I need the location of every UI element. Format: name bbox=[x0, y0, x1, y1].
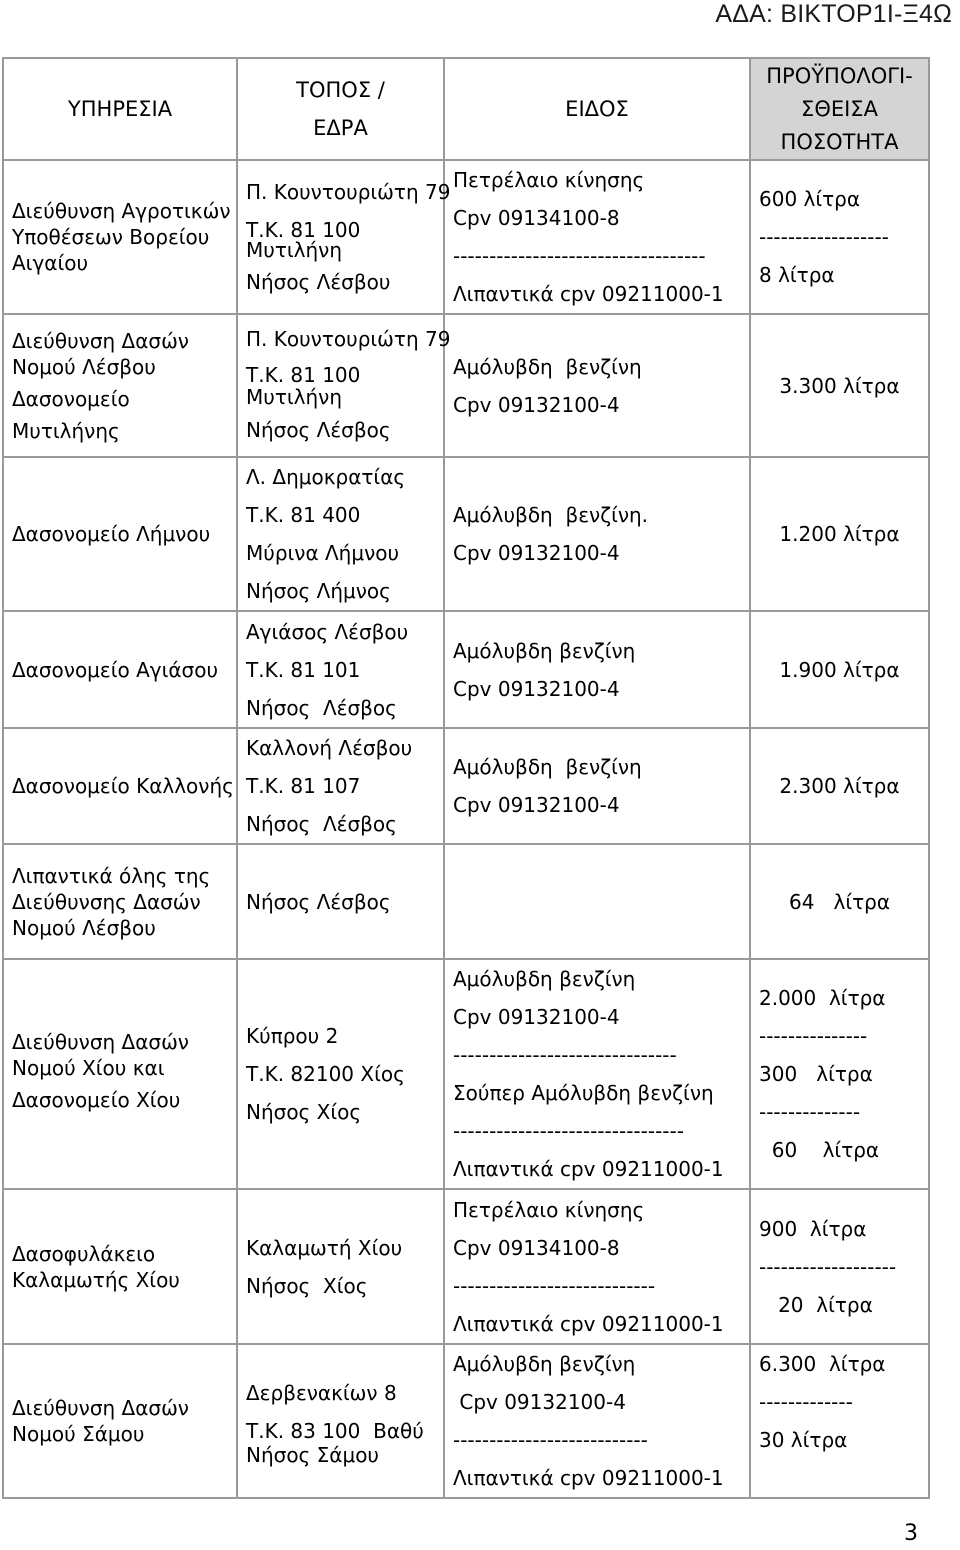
quantity-cell bbox=[750, 457, 929, 611]
quantity-line: 600 λίτρα bbox=[759, 187, 861, 211]
place-line: Αγιάσος Λέσβου bbox=[246, 619, 409, 644]
place-line: Τ.Κ. 81 107 bbox=[246, 774, 361, 798]
table-row bbox=[3, 1344, 929, 1498]
service-line: Διεύθυνση Αγροτικών bbox=[12, 199, 231, 223]
quantity-line: 6.300 λίτρα bbox=[759, 1352, 886, 1376]
item-line: Cpv 09132100-4 bbox=[453, 1390, 626, 1414]
item-line: Αμόλυβδη βενζίνη. bbox=[453, 503, 649, 527]
header-quantity-line: ΠΡΟΫΠΟΛΟΓΙ- bbox=[766, 63, 913, 88]
place-line: Νήσος Λέσβος bbox=[246, 889, 391, 914]
item-line: Cpv 09134100-8 bbox=[453, 1235, 620, 1260]
service-line: Διεύθυνση Δασών bbox=[12, 328, 189, 353]
quantity-line: 20 λίτρα bbox=[759, 1292, 873, 1317]
quantity-line: 8 λίτρα bbox=[759, 263, 835, 287]
document-id: ΑΔΑ: ΒΙΚΤΟΡ1Ι-Ξ4Ω bbox=[715, 0, 952, 28]
service-cell bbox=[3, 160, 237, 314]
quantity-cell bbox=[750, 314, 929, 457]
place-line: Νήσος Λέσβου bbox=[246, 270, 391, 294]
place-cell bbox=[237, 457, 444, 611]
item-line: ----------------------------------- bbox=[453, 244, 706, 268]
service-line: Δασοφυλάκειο bbox=[12, 1241, 156, 1266]
item-line: Αμόλυβδη βενζίνη bbox=[453, 638, 636, 663]
place-line: Μύρινα Λήμνου bbox=[246, 541, 400, 565]
header-quantity bbox=[750, 58, 929, 160]
service-line: Διεύθυνση Δασών bbox=[12, 1030, 189, 1054]
quantity-line: --------------- bbox=[759, 1024, 868, 1048]
item-line: Cpv 09134100-8 bbox=[453, 206, 620, 230]
table-row bbox=[3, 457, 929, 611]
place-line: Καλλονή Λέσβου bbox=[246, 736, 413, 760]
item-line: Cpv 09132100-4 bbox=[453, 541, 620, 565]
item-line: Σούπερ Αμόλυβδη βενζίνη bbox=[453, 1081, 714, 1105]
service-line: Διεύθυνση Δασών bbox=[12, 1396, 189, 1420]
place-cell bbox=[237, 728, 444, 844]
service-cell bbox=[3, 1344, 237, 1498]
service-line: Δασονομείο Καλλονής bbox=[12, 774, 234, 798]
item-line: Αμόλυβδη βενζίνη bbox=[453, 1352, 636, 1376]
service-cell bbox=[3, 959, 237, 1189]
place-line: Τ.Κ. 82100 Χίος bbox=[246, 1062, 405, 1086]
item-cell bbox=[444, 314, 750, 457]
item-cell bbox=[444, 160, 750, 314]
service-line: Καλαμωτής Χίου bbox=[12, 1267, 180, 1292]
place-line: Κύπρου 2 bbox=[246, 1024, 339, 1048]
place-line: Λ. Δημοκρατίας bbox=[246, 465, 406, 489]
service-cell bbox=[3, 728, 237, 844]
quantity-cell bbox=[750, 728, 929, 844]
quantity-line: 64 λίτρα bbox=[788, 889, 891, 914]
item-line: Cpv 09132100-4 bbox=[453, 676, 620, 701]
place-line: Νήσος Λέσβος bbox=[246, 812, 397, 836]
place-line: Νήσος Λέσβος bbox=[246, 417, 391, 442]
item-line: Πετρέλαιο κίνησης bbox=[453, 168, 645, 192]
quantity-line: ------------------- bbox=[759, 1254, 897, 1279]
item-line: ------------------------------- bbox=[453, 1043, 677, 1067]
page-number: 3 bbox=[904, 1521, 918, 1546]
header-item: ΕΙΔΟΣ bbox=[444, 58, 750, 160]
place-line: Μυτιλήνη bbox=[246, 238, 342, 262]
header-service: ΥΠΗΡΕΣΙΑ bbox=[3, 58, 237, 160]
place-cell bbox=[237, 1344, 444, 1498]
service-cell bbox=[3, 611, 237, 728]
quantity-cell bbox=[750, 1344, 929, 1498]
table-row bbox=[3, 844, 929, 959]
quantity-cell bbox=[750, 1189, 929, 1344]
table-row bbox=[3, 959, 929, 1189]
place-cell bbox=[237, 160, 451, 314]
quantity-cell bbox=[750, 611, 929, 728]
quantity-line: 3.300 λίτρα bbox=[779, 373, 900, 398]
item-line: Αμόλυβδη βενζίνη bbox=[453, 354, 642, 379]
place-line: Καλαμωτή Χίου bbox=[246, 1235, 403, 1260]
header-place-line: ΤΟΠΟΣ / bbox=[296, 78, 385, 102]
quantity-line: 1.900 λίτρα bbox=[779, 657, 900, 682]
item-cell bbox=[444, 728, 750, 844]
service-line: Λιπαντικά όλης της bbox=[12, 863, 211, 888]
service-line: Διεύθυνσης Δασών bbox=[12, 889, 201, 914]
service-cell bbox=[3, 314, 237, 457]
service-line: Δασονομείο bbox=[12, 386, 130, 411]
item-line: Λιπαντικά cpv 09211000-1 bbox=[453, 1157, 724, 1181]
table-row bbox=[3, 611, 929, 728]
item-line: Αμόλυβδη βενζίνη bbox=[453, 967, 636, 991]
place-line: Νήσος Λήμνος bbox=[246, 579, 391, 603]
item-cell bbox=[444, 844, 750, 959]
item-line: Λιπαντικά cpv 09211000-1 bbox=[453, 282, 724, 306]
place-line: Δερβενακίων 8 bbox=[246, 1381, 397, 1405]
place-cell bbox=[237, 844, 444, 959]
quantity-line: 30 λίτρα bbox=[759, 1428, 848, 1452]
header-place-line: ΕΔΡΑ bbox=[313, 116, 368, 140]
item-line: Λιπαντικά cpv 09211000-1 bbox=[453, 1311, 724, 1336]
header-quantity-line: ΠΟΣΟΤΗΤΑ bbox=[780, 129, 899, 154]
item-cell bbox=[444, 959, 750, 1189]
place-line: Τ.Κ. 81 400 bbox=[246, 503, 361, 527]
place-cell bbox=[237, 314, 451, 457]
quantity-line: ------------------ bbox=[759, 225, 889, 249]
table-row bbox=[3, 160, 929, 314]
service-line: Δασονομείο Λήμνου bbox=[12, 522, 211, 546]
quantity-line: ------------- bbox=[759, 1390, 853, 1414]
place-cell bbox=[237, 611, 444, 728]
item-cell bbox=[444, 457, 750, 611]
quantity-line: 900 λίτρα bbox=[759, 1216, 867, 1241]
quantity-line: -------------- bbox=[759, 1100, 861, 1124]
item-line: Λιπαντικά cpv 09211000-1 bbox=[453, 1466, 724, 1490]
quantity-line: 60 λίτρα bbox=[759, 1138, 880, 1162]
service-cell bbox=[3, 1189, 237, 1344]
item-cell bbox=[444, 1344, 750, 1498]
service-line: Υποθέσεων Βορείου bbox=[12, 225, 210, 249]
quantity-cell bbox=[750, 160, 929, 314]
quantity-line: 300 λίτρα bbox=[759, 1062, 873, 1086]
place-line: Μυτιλήνη bbox=[246, 384, 342, 409]
header-quantity-line: ΣΘΕΙΣΑ bbox=[801, 96, 878, 121]
place-line: Νήσος Σάμου bbox=[246, 1443, 379, 1467]
service-line: Νομού Σάμου bbox=[12, 1422, 145, 1446]
service-line: Δασονομείο Χίου bbox=[12, 1088, 181, 1112]
service-line: Νομού Χίου και bbox=[12, 1056, 165, 1080]
quantity-line: 2.000 λίτρα bbox=[759, 986, 886, 1010]
place-line: Νήσος Λέσβος bbox=[246, 695, 397, 720]
item-line: Cpv 09132100-4 bbox=[453, 1005, 620, 1029]
header-row bbox=[3, 58, 929, 160]
table-row bbox=[3, 1189, 929, 1344]
item-line: -------------------------------- bbox=[453, 1119, 684, 1143]
item-line: Αμόλυβδη βενζίνη bbox=[453, 755, 642, 779]
service-line: Μυτιλήνης bbox=[12, 418, 120, 443]
quantity-line: 1.200 λίτρα bbox=[779, 522, 900, 546]
place-line: Τ.Κ. 83 100 Βαθύ bbox=[246, 1419, 424, 1443]
item-line: Cpv 09132100-4 bbox=[453, 392, 620, 417]
item-line: Πετρέλαιο κίνησης bbox=[453, 1197, 645, 1222]
service-line: Αιγαίου bbox=[12, 251, 89, 275]
place-cell bbox=[237, 1189, 444, 1344]
header-place bbox=[237, 58, 444, 160]
place-line: Τ.Κ. 81 101 bbox=[246, 657, 361, 682]
place-line: Τ.Κ. 81 100 bbox=[246, 218, 361, 242]
item-line: ---------------------------- bbox=[453, 1273, 656, 1298]
place-line: Π. Κουντουριώτη 79 bbox=[246, 180, 451, 204]
service-line: Νομού Λέσβου bbox=[12, 354, 156, 379]
service-line: Δασονομείο Αγιάσου bbox=[12, 657, 219, 682]
place-line: Νήσος Χίος bbox=[246, 1273, 368, 1298]
place-line: Νήσος Χίος bbox=[246, 1100, 362, 1124]
table-row bbox=[3, 728, 929, 844]
service-line: Νομού Λέσβου bbox=[12, 915, 156, 940]
service-cell bbox=[3, 844, 237, 959]
item-cell bbox=[444, 1189, 750, 1344]
quantity-cell bbox=[750, 844, 929, 959]
place-line: Τ.Κ. 81 100 bbox=[246, 362, 361, 387]
item-cell bbox=[444, 611, 750, 728]
supply-table bbox=[2, 57, 930, 1499]
place-cell bbox=[237, 959, 444, 1189]
table-row bbox=[3, 314, 929, 457]
service-cell bbox=[3, 457, 237, 611]
item-line: Cpv 09132100-4 bbox=[453, 793, 620, 817]
quantity-line: 2.300 λίτρα bbox=[779, 774, 900, 798]
quantity-cell bbox=[750, 959, 929, 1189]
item-line: --------------------------- bbox=[453, 1428, 648, 1452]
place-line: Π. Κουντουριώτη 79 bbox=[246, 326, 451, 351]
